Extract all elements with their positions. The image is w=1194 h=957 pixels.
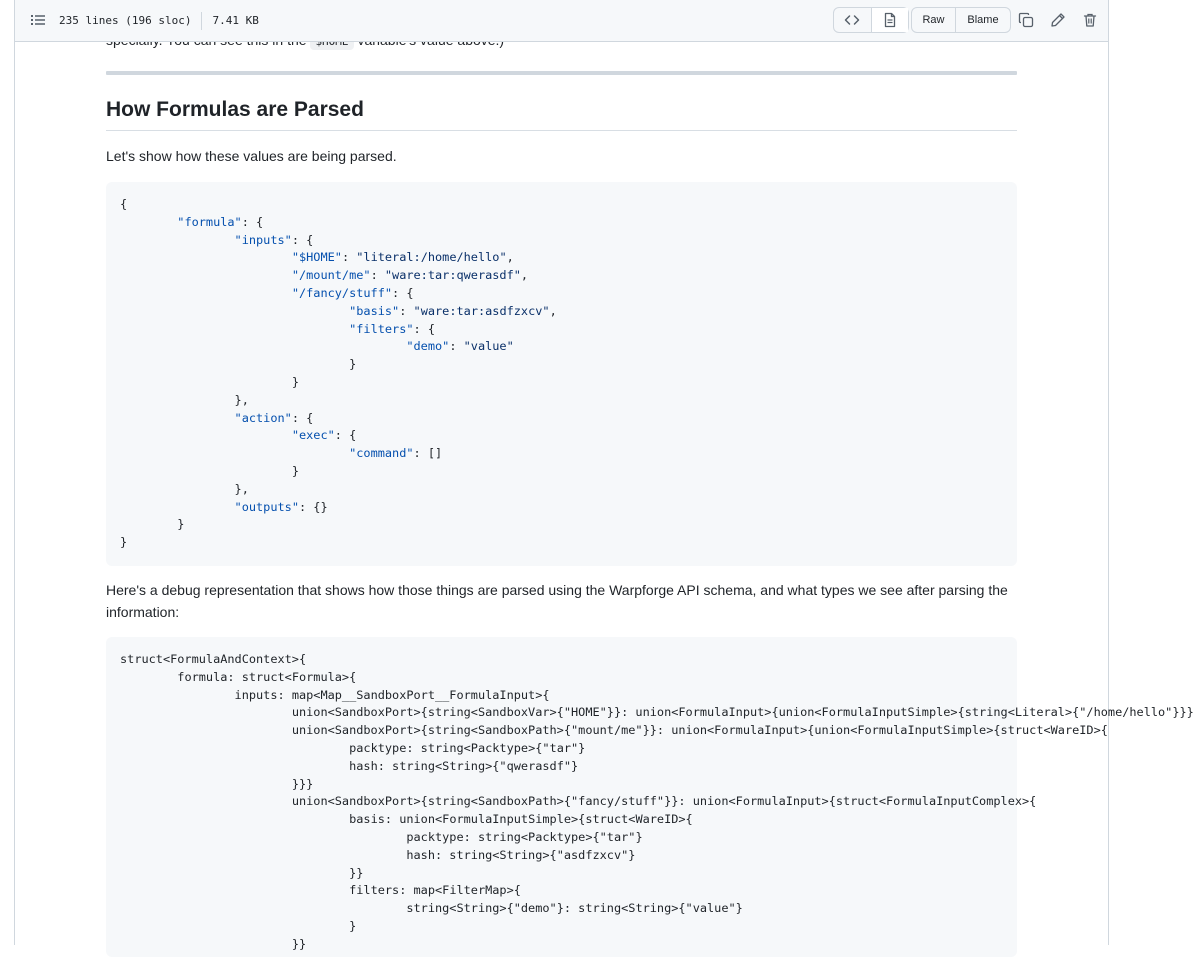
paragraph-intro: Let's show how these values are being parsed.: [106, 148, 397, 164]
section-heading: How Formulas are Parsed: [106, 98, 364, 121]
raw-blame-group: [911, 7, 1011, 33]
edit-file-button[interactable]: [1047, 9, 1069, 31]
copy-raw-button[interactable]: [1015, 9, 1037, 31]
heading-underline: [106, 130, 1017, 131]
debug-code-block: [106, 637, 1194, 957]
outline-button[interactable]: [29, 11, 47, 29]
file-meta: [59, 12, 259, 30]
delete-file-button[interactable]: [1079, 9, 1101, 31]
list-unordered-icon: [30, 12, 46, 28]
file-header: [14, 0, 1109, 42]
trash-icon: [1082, 12, 1098, 28]
copy-icon: [1018, 12, 1034, 28]
code-icon: [844, 12, 860, 28]
horizontal-rule: [106, 71, 1017, 75]
paragraph-debug: Here's a debug representation that shows how those things are parsed using the Warpforge API schema, and what types we see after parsing the information:: [106, 582, 1008, 620]
rendered-view-button[interactable]: [871, 8, 908, 32]
blame-button[interactable]: Blame: [967, 14, 999, 26]
raw-button[interactable]: Raw: [912, 8, 956, 32]
debug-code: struct<FormulaAndContext>{ formula: struct<Formula>{ inputs: map<Map__SandboxPort__FormulaInput>{ union<SandboxPort>{string<SandboxVar>{"HOME"}}: union<FormulaInput>{union<FormulaInputSimple>{string<Literal>{"/home/hello"}}} union<SandboxPort>{string<SandboxPath>{"mount/me"}}: union<FormulaInput>{union<FormulaInputSimple>{struct<WareID>{ packtype: string<Packtype>{"tar"} hash: string<String>{"qwerasdf"} }}} union<SandboxPort>{string<SandboxPath>{"fancy/stuff"}}: union<FormulaInput>{struct<FormulaInputComplex>{ basis: union<FormulaInputSimple>{struct<WareID>{ packtype: string<Packtype>{"tar"} hash: string<String>{"asdfzxcv"} }} filters: map<FilterMap>{ string<String>{"demo"}: string<String>{"value"} } }}: [120, 652, 1194, 951]
file-size: 7.41 KB: [212, 14, 259, 27]
source-view-button[interactable]: [834, 8, 871, 32]
json-code-block: [106, 182, 1017, 566]
pencil-icon: [1050, 12, 1066, 28]
file-view-frame: [14, 0, 1194, 951]
file-icon: [882, 12, 898, 28]
view-toggle: [833, 7, 909, 33]
json-code: { "formula": { "inputs": { "$HOME": "literal:/home/hello", "/mount/me": "ware:tar:qwerasdf", "/fancy/stuff": { "basis": "ware:tar:asdfzxcv", "filters": { "demo": "value" } } }, "action": { "exec": { "command": [] } }, "outputs": {} } }: [120, 197, 557, 550]
lines-info: 235 lines (196 sloc): [59, 14, 192, 27]
meta-divider: [201, 12, 202, 30]
